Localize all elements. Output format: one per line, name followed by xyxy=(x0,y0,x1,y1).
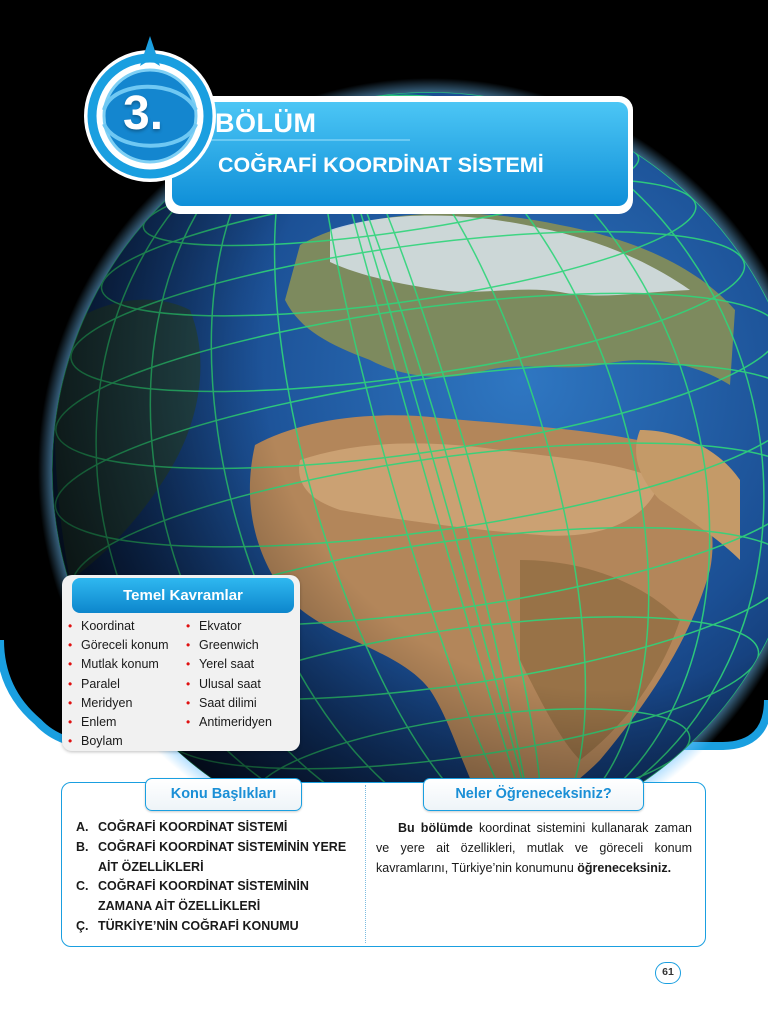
chapter-title: COĞRAFİ KOORDİNAT SİSTEMİ xyxy=(218,153,544,177)
bullet-icon: • xyxy=(68,714,73,729)
key-concepts-list-left xyxy=(68,617,169,751)
page-number: 61 xyxy=(655,962,681,984)
bullet-icon: • xyxy=(186,695,191,710)
chapter-label: BÖLÜM xyxy=(215,108,317,138)
topic-item: Ç. TÜRKİYE’NİN COĞRAFİ KONUMU xyxy=(76,918,299,933)
column-divider xyxy=(365,785,366,943)
topic-item: B. COĞRAFİ KOORDİNAT SİSTEMİNİN YERE AİT ÖZELLİKLERİ xyxy=(76,839,347,874)
bullet-icon: • xyxy=(68,657,73,672)
concept-item: • Antimeridyen xyxy=(186,713,272,732)
bullet-icon: • xyxy=(186,619,191,633)
concept-item: • Enlem xyxy=(68,713,169,732)
bullet-icon: • xyxy=(186,657,191,672)
bullet-icon: • xyxy=(186,638,191,653)
bullet-icon: • xyxy=(68,676,73,691)
concept-item: • Koordinat xyxy=(68,617,169,636)
topic-item: C. COĞRAFİ KOORDİNAT SİSTEMİNİN ZAMANA AİT ÖZELLİKLERİ xyxy=(76,879,309,914)
bullet-icon: • xyxy=(68,619,73,633)
topics-heading: Konu Başlıkları xyxy=(145,778,302,811)
chapter-number: 3. xyxy=(123,87,164,140)
bullet-icon: • xyxy=(68,638,73,653)
concept-item: • Mutlak konum xyxy=(68,655,169,674)
concept-item: • Greenwich xyxy=(186,636,272,655)
concept-item: • Meridyen xyxy=(68,694,169,713)
concept-item: • Yerel saat xyxy=(186,655,272,674)
concept-item: • Ekvator xyxy=(186,617,272,636)
concept-item: • Ulusal saat xyxy=(186,675,272,694)
topic-item: A. COĞRAFİ KOORDİNAT SİSTEMİ xyxy=(76,820,288,834)
concept-item: • Paralel xyxy=(68,675,169,694)
bullet-icon: • xyxy=(186,714,191,729)
topics-list xyxy=(76,818,353,937)
bullet-icon: • xyxy=(186,676,191,691)
concept-item: • Boylam xyxy=(68,732,169,751)
key-concepts-list-right xyxy=(186,617,272,732)
bullet-icon: • xyxy=(68,695,73,710)
bullet-icon: • xyxy=(68,734,73,749)
learn-heading: Neler Öğreneceksiniz? xyxy=(423,778,644,811)
concept-item: • Saat dilimi xyxy=(186,694,272,713)
learn-paragraph: Bu bölümde koordinat sistemini kullanarak zaman ve yere ait özellikleri, mutlak ve göreceli konum kavramlarını, Türkiye’nin konumunu öğreneceksiniz. xyxy=(376,821,692,875)
key-concepts-title: Temel Kavramlar xyxy=(72,578,294,613)
concept-item: • Göreceli konum xyxy=(68,636,169,655)
